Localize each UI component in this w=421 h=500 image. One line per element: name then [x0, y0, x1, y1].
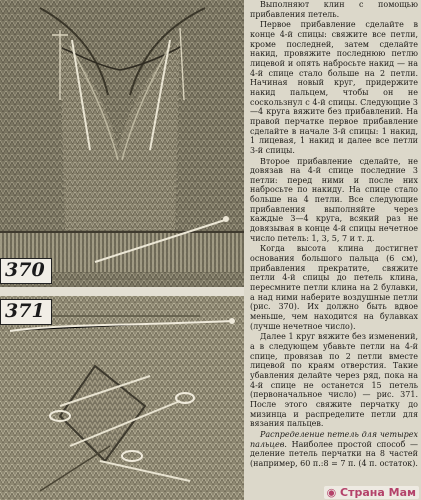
- knitted-glove-decrease-image: [0, 296, 244, 500]
- knitted-glove-thumb-gusset-image: [0, 0, 244, 287]
- figure-371-photo: [0, 296, 244, 500]
- text-paragraph: Выполняют клин с помощью прибавления петель.: [250, 0, 418, 19]
- text-paragraph: Когда высота клина достигнет основания большого пальца (6 см), прибавления прекратите, свяжите петли 4-й спицы до петель клина, пересмните петли клина на 2 булавки, а над ними наберите воздушные петли (рис. 370). Их должно быть вдвое меньше, чем находится на булавках (лучше нечетное число).: [250, 244, 418, 331]
- section-lead-italic: Распределение петель для четырех пальцев.: [250, 429, 418, 449]
- text-paragraph: Второе прибавление сделайте, не довязав на 4-й спице последние 3 петли: перед ними и после них набросьте по накиду. На спице стало больше на 4 петли. Все следующие прибавления выполняйте через каждые 3—4 круга, всякий раз не довязывая в конце 4-й спицы нечетное число петель: 1, 3, 5, 7 и т. д.: [250, 156, 418, 243]
- figure-370-photo: [0, 0, 244, 287]
- site-watermark: ◉ Страна Мам: [324, 486, 419, 499]
- text-paragraph: Первое прибавление сделайте в конце 4-й спицы: свяжите все петли, кроме последней, затем сделайте накид, провяжите последнюю петлю лицевой и опять набросьте накид — на 4-й спице стало больше на 2 петли. Начиная новый круг, придержите накид пальцем, чтобы он не соскользнул с 4-й спицы. Следующие 3—4 круга вяжите без прибавлений. На правой перчатке первое прибавление сделайте в начале 3-й спицы: 1 накид, 1 лицевая, 1 накид и далее все петли 3-й спицы.: [250, 20, 418, 155]
- text-paragraph: Далее 1 круг вяжите без изменений, а в следующем убавьте петли на 4-й спице, провязав по 2 петли вместе лицевой по краям отверстия. Такие убавления делайте через ряд, пока на 4-й спице не останется 15 петель (первоначальное число) — рис. 371. После этого свяжите перчатку до мизинца и распределите петли для вязания пальцев.: [250, 332, 418, 429]
- section-body: Наиболее простой способ — деление петель перчатки на 8 частей (например, 60 п.:8 = 7 п. (4 п. остаток).: [250, 439, 418, 468]
- text-paragraph: [250, 430, 418, 469]
- figure-number-label: 371: [0, 299, 52, 325]
- instruction-text-column: [250, 0, 418, 500]
- figure-divider: [0, 287, 244, 296]
- figure-number-label: 370: [0, 258, 52, 284]
